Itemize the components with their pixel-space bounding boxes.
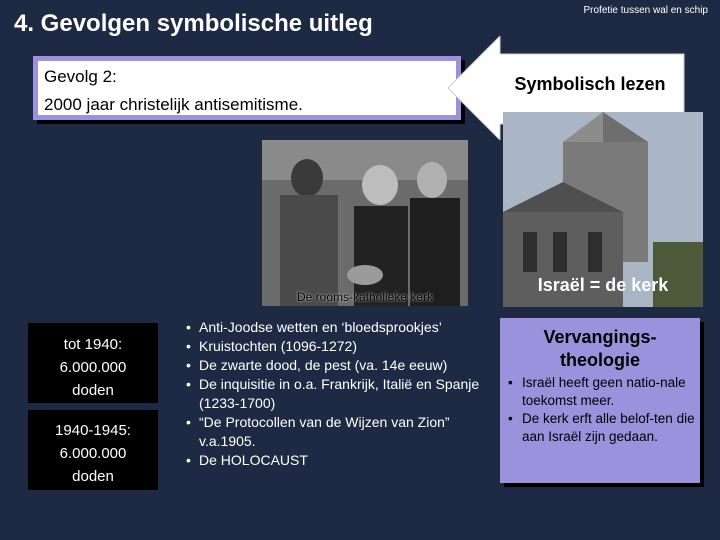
list-item: • De inquisitie in o.a. Frankrijk, Italië en Spanje (1233-1700) xyxy=(182,375,502,413)
stat-box-before-1940 xyxy=(28,323,158,403)
persecution-list xyxy=(182,318,502,470)
title-line: Vervangings- xyxy=(543,327,657,347)
stat-period: tot 1940: xyxy=(63,336,123,353)
list-item: • De zwarte dood, de pest (va. 14e eeuw) xyxy=(182,356,502,375)
stat-count: 6.000.000 xyxy=(59,445,127,462)
gevolg-title: Gevolg 2: xyxy=(44,67,117,86)
title-line: theologie xyxy=(560,350,640,370)
church-caption: Israël = de kerk xyxy=(537,275,669,295)
list-item: • “De Protocollen van de Wijzen van Zion” v.a.1905. xyxy=(182,413,502,451)
stat-unit: doden xyxy=(72,382,114,399)
replacement-theology-box xyxy=(500,318,700,483)
list-item: • De kerk erft alle belof-ten die aan Israël zijn gedaan. xyxy=(504,410,696,446)
stat-box-1940-1945 xyxy=(28,410,158,490)
photo-caption: De rooms-katholieke kerk xyxy=(296,290,434,304)
historical-photo xyxy=(262,140,468,306)
list-item: • De HOLOCAUST xyxy=(182,451,502,470)
church-photo xyxy=(503,112,703,307)
photo-illustration xyxy=(262,140,468,306)
replacement-theology-title xyxy=(500,326,700,372)
gevolg-box xyxy=(33,56,461,120)
slide-title: 4. Gevolgen symbolische uitleg xyxy=(14,10,373,37)
presentation-title: Profetie tussen wal en schip xyxy=(583,5,708,16)
list-item: • Anti-Joodse wetten en ‘bloedsprookjes’ xyxy=(182,318,502,337)
list-item: • Kruistochten (1096-1272) xyxy=(182,337,502,356)
list-item: • Israël heeft geen natio-nale toekomst meer. xyxy=(504,374,696,410)
stat-unit: doden xyxy=(72,468,114,485)
gevolg-subtitle: 2000 jaar christelijk antisemitisme. xyxy=(44,95,303,114)
stat-count: 6.000.000 xyxy=(59,359,127,376)
stat-period: 1940-1945: xyxy=(55,422,131,439)
arrow-label: Symbolisch lezen xyxy=(514,74,666,94)
replacement-theology-list xyxy=(504,374,696,446)
